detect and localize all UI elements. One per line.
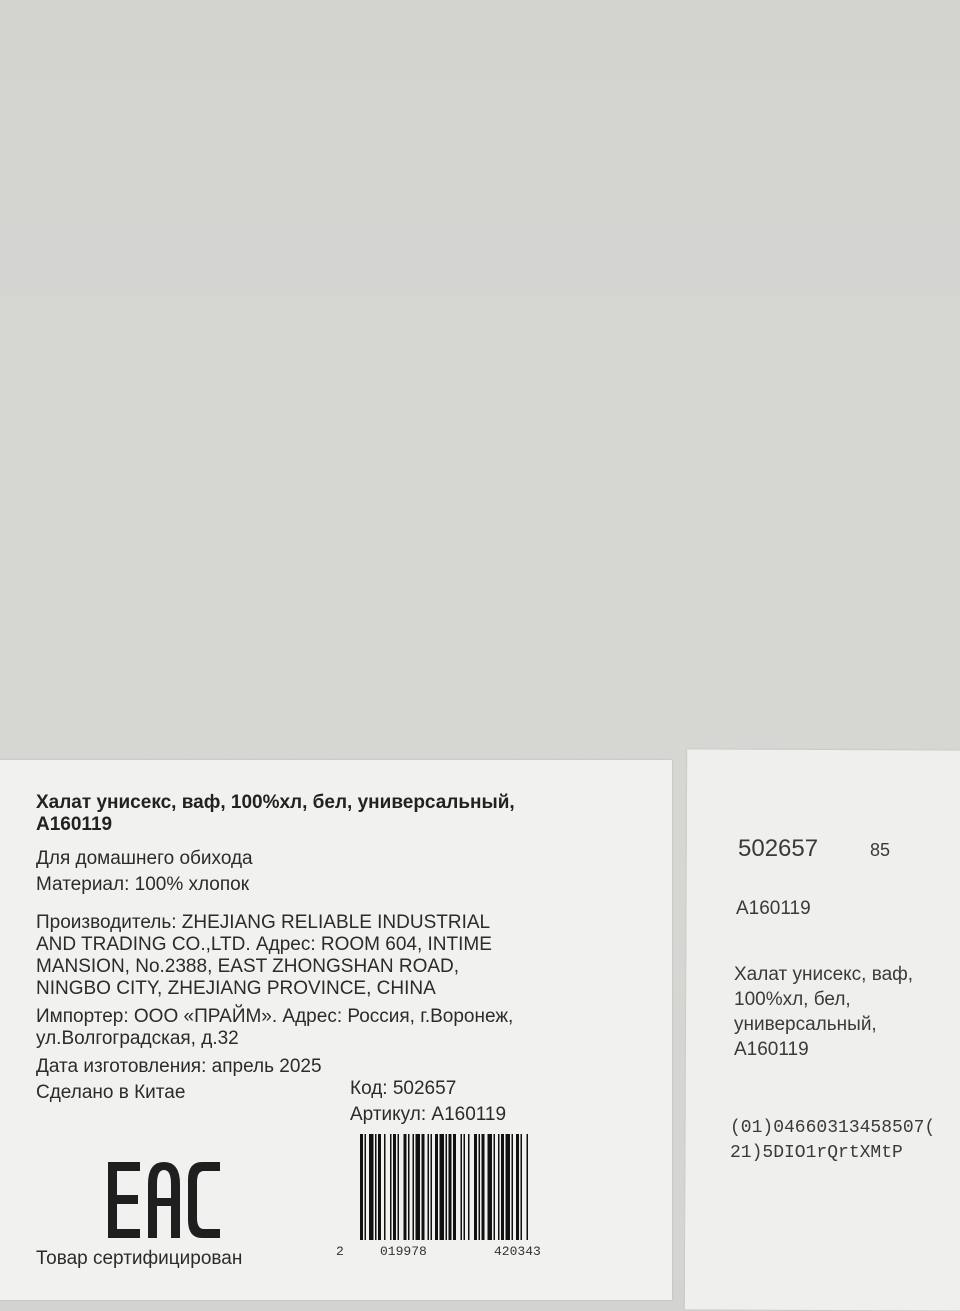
barcode-bar: [521, 1134, 523, 1240]
barcode-bar: [435, 1134, 438, 1240]
barcode-bar: [449, 1134, 452, 1240]
barcode-bar: [501, 1134, 504, 1240]
label-code: Код: 502657: [350, 1078, 457, 1099]
barcode-bar: [464, 1134, 466, 1240]
barcode-bar: [416, 1134, 421, 1240]
barcode-bar: [365, 1134, 367, 1240]
label-certified: Товар сертифицирован: [36, 1248, 243, 1269]
barcode-bar: [428, 1134, 430, 1240]
label-importer-line: Импортер: ООО «ПРАЙМ». Адрес: Россия, г.Воронеж,: [36, 1006, 514, 1027]
label-article: Артикул: A160119: [350, 1104, 507, 1125]
side-label-number: 85: [870, 840, 891, 860]
barcode-bar: [390, 1134, 392, 1240]
barcode-bar: [512, 1134, 514, 1240]
side-label-article: A160119: [736, 898, 811, 919]
barcode-bar: [408, 1134, 410, 1240]
barcode-bar: [375, 1134, 377, 1240]
barcode-bar: [461, 1134, 463, 1240]
barcode-bar: [378, 1134, 381, 1240]
barcode-bar: [498, 1134, 500, 1240]
barcode-digit-prefix: 2: [336, 1244, 344, 1259]
side-label-description-line: универсальный,: [734, 1014, 877, 1035]
barcode-bar: [488, 1134, 493, 1240]
barcode-bar: [398, 1134, 400, 1240]
barcode-bar: [360, 1134, 363, 1240]
barcode-bar: [482, 1134, 485, 1240]
side-label-description-line: A160119: [734, 1039, 809, 1060]
barcode-bar: [446, 1134, 448, 1240]
barcode-bar: [479, 1134, 481, 1240]
barcode-bar: [369, 1134, 374, 1240]
label-manufacturer-line: NINGBO CITY, ZHEJIANG PROVINCE, CHINA: [36, 978, 436, 999]
barcode-bar: [506, 1134, 511, 1240]
label-title-line1: Халат унисекс, ваф, 100%хл, бел, универсальный,: [36, 792, 515, 813]
barcode-bar: [440, 1134, 445, 1240]
label-title-line2: A160119: [36, 814, 113, 835]
barcode-bar: [393, 1134, 396, 1240]
barcode-bar: [413, 1134, 415, 1240]
side-label-code: 502657: [738, 835, 819, 862]
label-manufacturer-line: AND TRADING CO.,LTD. Адрес: ROOM 604, INTIME: [36, 934, 492, 955]
side-label-datamatrix-line: 21)5DIO1rQrtXMtP: [730, 1143, 903, 1163]
label-importer-line: ул.Волгоградская, д.32: [36, 1028, 239, 1049]
barcode-bar: [516, 1134, 519, 1240]
barcode-bar: [527, 1134, 529, 1240]
barcode-bar: [404, 1134, 407, 1240]
eac-certification-mark: [108, 1162, 226, 1238]
barcode-bar: [494, 1134, 496, 1240]
label-manufacturer-line: Производитель: ZHEJIANG RELIABLE INDUSTRIAL: [36, 912, 491, 933]
barcode-bar: [431, 1134, 433, 1240]
barcode-bar: [468, 1134, 470, 1240]
barcode-bar: [453, 1134, 456, 1240]
label-manufacture-date: Дата изготовления: апрель 2025: [36, 1056, 322, 1077]
label-material: Материал: 100% хлопок: [36, 874, 250, 895]
barcode-bar: [474, 1134, 477, 1240]
label-manufacturer-line: MANSION, No.2388, EAST ZHONGSHAN ROAD,: [36, 956, 460, 977]
barcode-bar: [384, 1134, 386, 1240]
side-label-description-line: Халат унисекс, ваф,: [734, 964, 914, 985]
side-label-datamatrix-line: (01)04660313458507(: [730, 1118, 936, 1138]
barcode: [358, 1134, 578, 1244]
label-made-in: Сделано в Китае: [36, 1082, 186, 1103]
barcode-digit-group: 019978: [380, 1244, 427, 1259]
side-label-description-line: 100%хл, бел,: [734, 989, 851, 1010]
barcode-bar: [422, 1134, 425, 1240]
barcode-digit-group: 420343: [494, 1244, 541, 1259]
label-purpose: Для домашнего обихода: [36, 848, 253, 869]
